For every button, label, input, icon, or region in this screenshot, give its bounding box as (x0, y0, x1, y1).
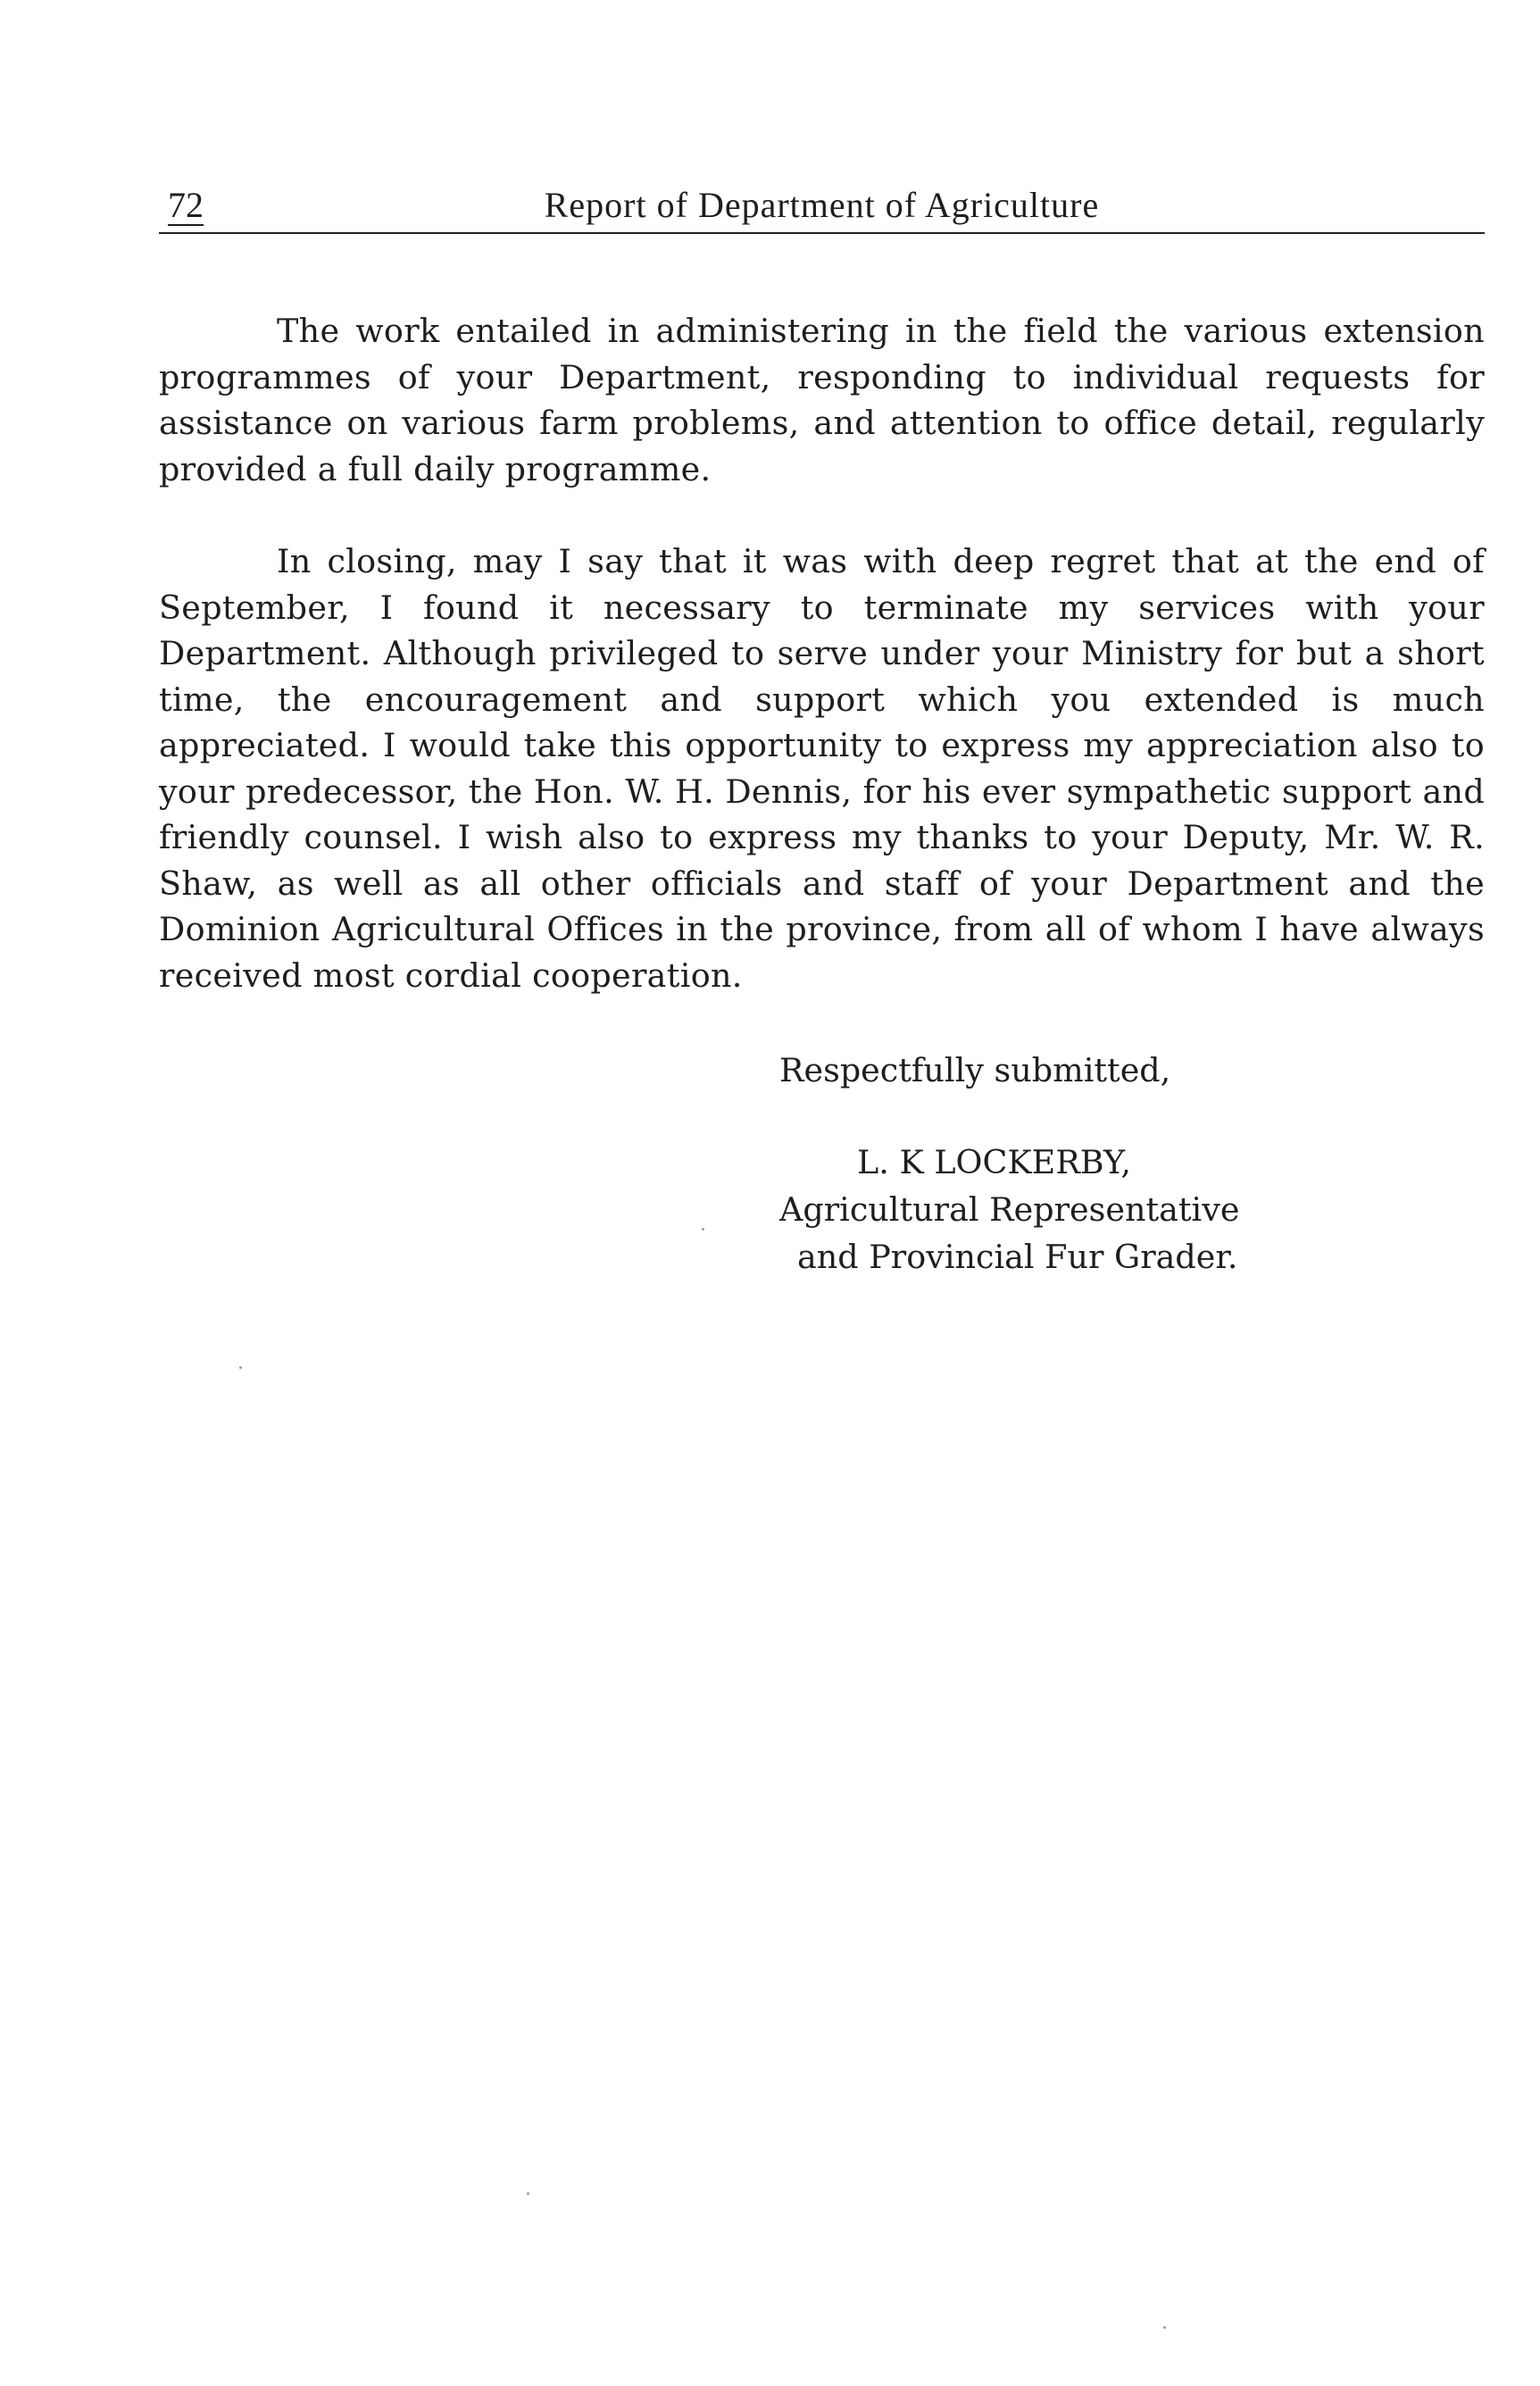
complimentary-close: Respectfully submitted, (779, 1051, 1171, 1089)
header-rule (159, 232, 1485, 234)
body-paragraph: In closing, may I say that it was with deep regret that at the end of September, I found it necessary to terminate my services with your Department. Although privileged to serve under your Ministry for but a short time, the encouragement and support which you extended is much appreciated. I would take this opportunity to express my appreciation also to your predecessor, the Hon. W. H. Dennis, for his ever sympathetic support and friendly counsel. I wish also to express my thanks to your Deputy, Mr. W. R. Shaw, as well as all other officials and staff of your Department and the Dominion Agricultural Offices in the province, from all of whom I have always received most cordial cooperation. (159, 542, 1485, 995)
scan-speck (1163, 2326, 1166, 2329)
scan-speck (527, 2192, 529, 2195)
running-title: Report of Department of Agriculture (544, 185, 1100, 225)
signature-title: and Provincial Fur Grader. (797, 1238, 1238, 1276)
page-number: 72 (168, 185, 204, 225)
signature-block (779, 1139, 1485, 1281)
document-page (159, 183, 1485, 1281)
scan-speck (239, 1366, 242, 1369)
scan-speck (702, 1228, 704, 1231)
body-paragraph: The work entailed in administering in the field the various extension programmes of your Department, responding to individual requests for assistance on various farm problems, and attention to office detail, regularly provided a full daily programme. (159, 312, 1485, 488)
signature-name: L. K LOCKERBY, (857, 1143, 1131, 1181)
signature-title: Agricultural Representative (779, 1190, 1240, 1229)
running-header (159, 183, 1485, 237)
